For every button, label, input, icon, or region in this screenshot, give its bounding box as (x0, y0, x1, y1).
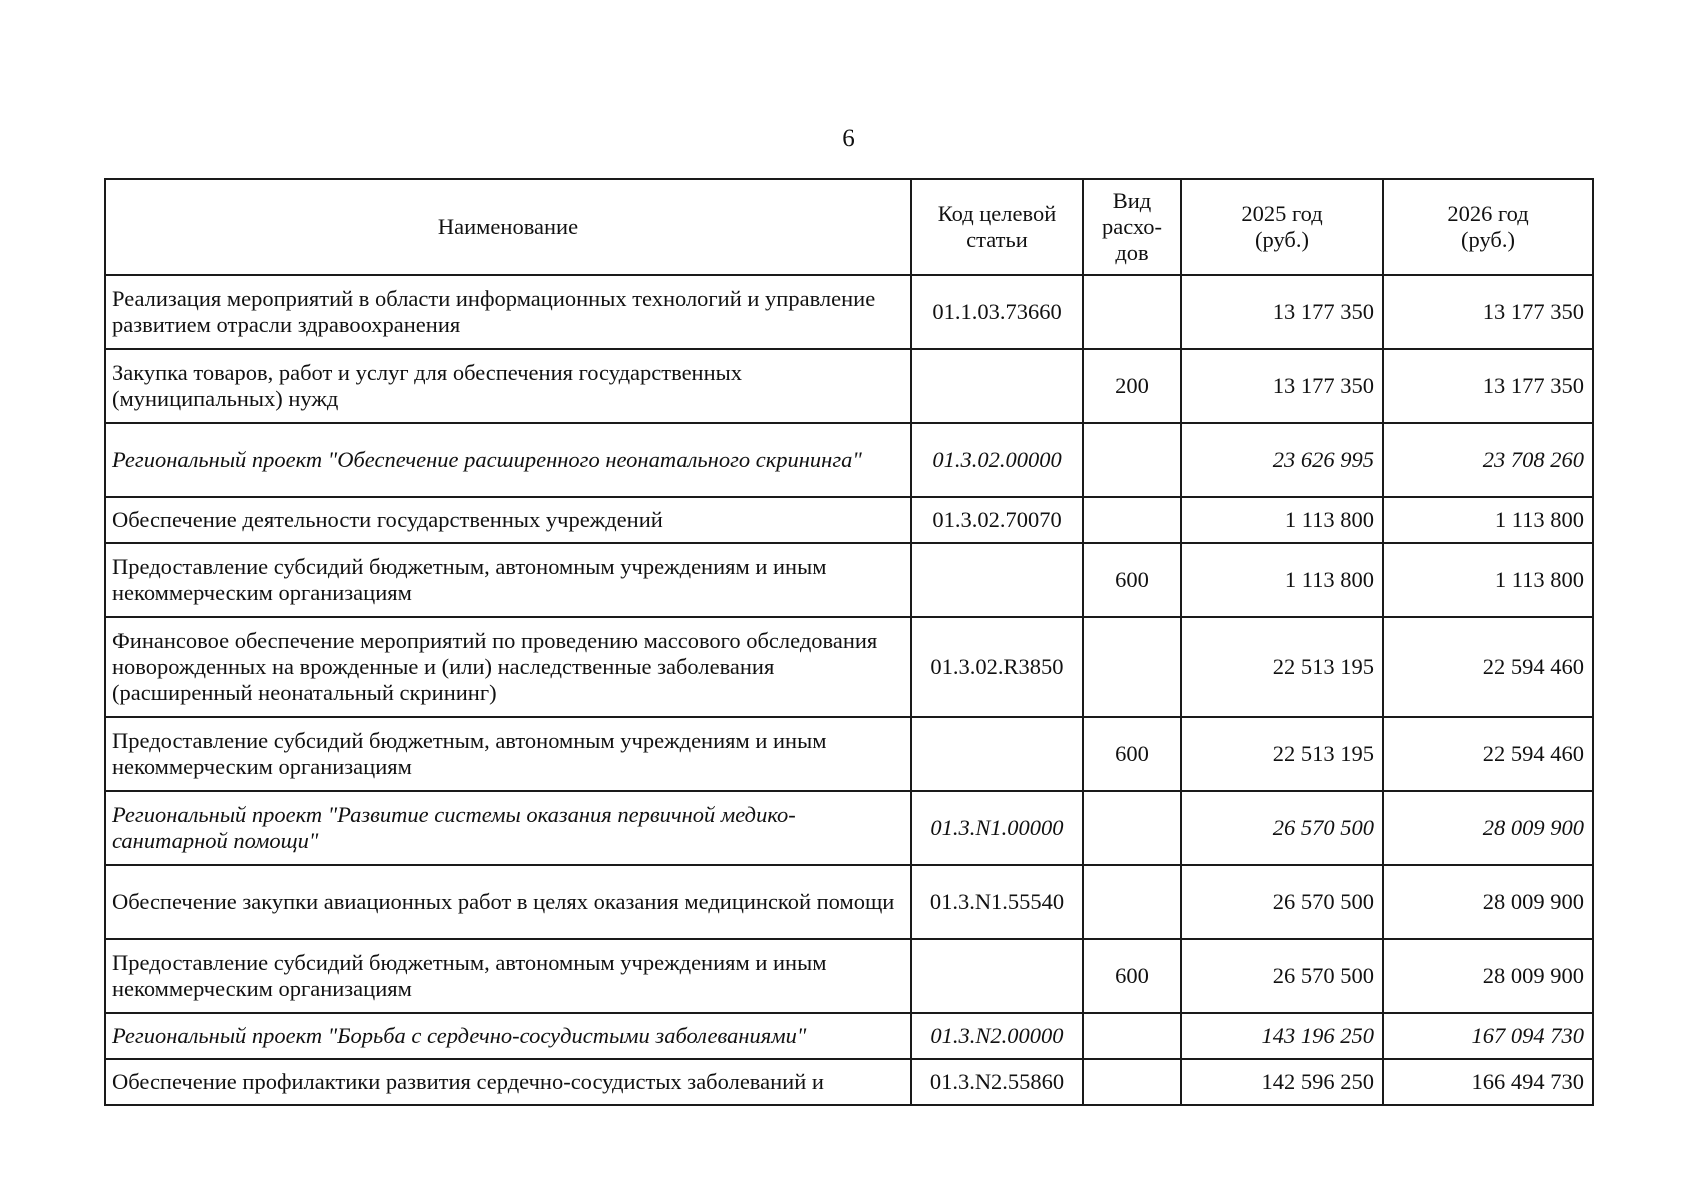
table-row-project (105, 791, 1593, 865)
row-amount-2025: 13 177 350 (1181, 349, 1383, 423)
row-amount-2026: 28 009 900 (1383, 865, 1593, 939)
row-amount-2026: 166 494 730 (1383, 1059, 1593, 1105)
row-amount-2026: 28 009 900 (1383, 939, 1593, 1013)
header-code-line2: статьи (966, 227, 1028, 252)
row-code: 01.1.03.73660 (911, 275, 1083, 349)
table-row (105, 939, 1593, 1013)
row-amount-2025: 13 177 350 (1181, 275, 1383, 349)
row-name: Финансовое обеспечение мероприятий по проведению массового обследования новорожденных на врожденные и (или) наследственные заболевания (расширенный неонатальный скрининг) (105, 617, 911, 717)
table-row (105, 349, 1593, 423)
row-amount-2025: 26 570 500 (1181, 791, 1383, 865)
row-code: 01.3.N1.55540 (911, 865, 1083, 939)
header-code (911, 179, 1083, 275)
row-kind: 200 (1083, 349, 1181, 423)
row-amount-2025: 22 513 195 (1181, 617, 1383, 717)
row-kind (1083, 497, 1181, 543)
row-kind (1083, 423, 1181, 497)
row-amount-2026: 13 177 350 (1383, 275, 1593, 349)
row-name: Предоставление субсидий бюджетным, автономным учреждениям и иным некоммерческим организациям (105, 717, 911, 791)
row-amount-2025: 23 626 995 (1181, 423, 1383, 497)
row-kind (1083, 1013, 1181, 1059)
row-amount-2026: 28 009 900 (1383, 791, 1593, 865)
row-name: Обеспечение закупки авиационных работ в целях оказания медицинской помощи (105, 865, 911, 939)
row-amount-2025: 22 513 195 (1181, 717, 1383, 791)
header-name (105, 179, 911, 275)
row-amount-2026: 1 113 800 (1383, 543, 1593, 617)
row-amount-2025: 26 570 500 (1181, 865, 1383, 939)
row-code: 01.3.02.R3850 (911, 617, 1083, 717)
table-row (105, 865, 1593, 939)
row-code (911, 717, 1083, 791)
row-name: Региональный проект "Развитие системы оказания первичной медико-санитарной помощи" (105, 791, 911, 865)
header-2025 (1181, 179, 1383, 275)
row-code: 01.3.N2.55860 (911, 1059, 1083, 1105)
table-row (105, 617, 1593, 717)
header-kind-line3: дов (1115, 240, 1149, 265)
row-code: 01.3.02.70070 (911, 497, 1083, 543)
table-row (105, 543, 1593, 617)
row-name: Закупка товаров, работ и услуг для обеспечения государственных (муниципальных) нужд (105, 349, 911, 423)
row-kind (1083, 275, 1181, 349)
row-name: Региональный проект "Обеспечение расширенного неонатального скрининга" (105, 423, 911, 497)
row-amount-2026: 167 094 730 (1383, 1013, 1593, 1059)
budget-table (104, 178, 1594, 1106)
header-2026 (1383, 179, 1593, 275)
row-code: 01.3.N1.00000 (911, 791, 1083, 865)
row-amount-2025: 26 570 500 (1181, 939, 1383, 1013)
page-number: 6 (842, 125, 855, 152)
row-name: Обеспечение профилактики развития сердечно-сосудистых заболеваний и (105, 1059, 911, 1105)
header-name-label: Наименование (437, 214, 579, 239)
row-name: Обеспечение деятельности государственных учреждений (105, 497, 911, 543)
row-kind: 600 (1083, 543, 1181, 617)
header-2025-line2: (руб.) (1255, 227, 1309, 252)
header-2025-line1: 2025 год (1241, 201, 1323, 226)
table-row-project (105, 1013, 1593, 1059)
row-code (911, 349, 1083, 423)
header-2026-line2: (руб.) (1461, 227, 1515, 252)
header-kind (1083, 179, 1181, 275)
table-header-row (105, 179, 1593, 275)
row-amount-2026: 22 594 460 (1383, 717, 1593, 791)
header-kind-line2: расхо- (1101, 214, 1163, 239)
row-name: Реализация мероприятий в области информационных технологий и управление развитием отрасли здравоохранения (105, 275, 911, 349)
row-kind (1083, 1059, 1181, 1105)
row-name: Предоставление субсидий бюджетным, автономным учреждениям и иным некоммерческим организациям (105, 543, 911, 617)
row-amount-2025: 143 196 250 (1181, 1013, 1383, 1059)
row-amount-2026: 13 177 350 (1383, 349, 1593, 423)
table-row-project (105, 423, 1593, 497)
row-code (911, 939, 1083, 1013)
table-row (105, 275, 1593, 349)
row-kind (1083, 865, 1181, 939)
row-kind (1083, 617, 1181, 717)
header-code-line1: Код целевой (937, 201, 1057, 226)
table-row (105, 717, 1593, 791)
row-amount-2025: 1 113 800 (1181, 497, 1383, 543)
row-kind (1083, 791, 1181, 865)
row-name: Региональный проект "Борьба с сердечно-сосудистыми заболеваниями" (105, 1013, 911, 1059)
row-amount-2026: 22 594 460 (1383, 617, 1593, 717)
row-name: Предоставление субсидий бюджетным, автономным учреждениям и иным некоммерческим организациям (105, 939, 911, 1013)
row-amount-2026: 1 113 800 (1383, 497, 1593, 543)
row-code: 01.3.02.00000 (911, 423, 1083, 497)
row-kind: 600 (1083, 717, 1181, 791)
table-row (105, 497, 1593, 543)
row-amount-2025: 1 113 800 (1181, 543, 1383, 617)
header-2026-line1: 2026 год (1447, 201, 1529, 226)
row-code (911, 543, 1083, 617)
row-kind: 600 (1083, 939, 1181, 1013)
row-amount-2026: 23 708 260 (1383, 423, 1593, 497)
table-row (105, 1059, 1593, 1105)
header-kind-line1: Вид (1112, 188, 1152, 213)
row-amount-2025: 142 596 250 (1181, 1059, 1383, 1105)
row-code: 01.3.N2.00000 (911, 1013, 1083, 1059)
